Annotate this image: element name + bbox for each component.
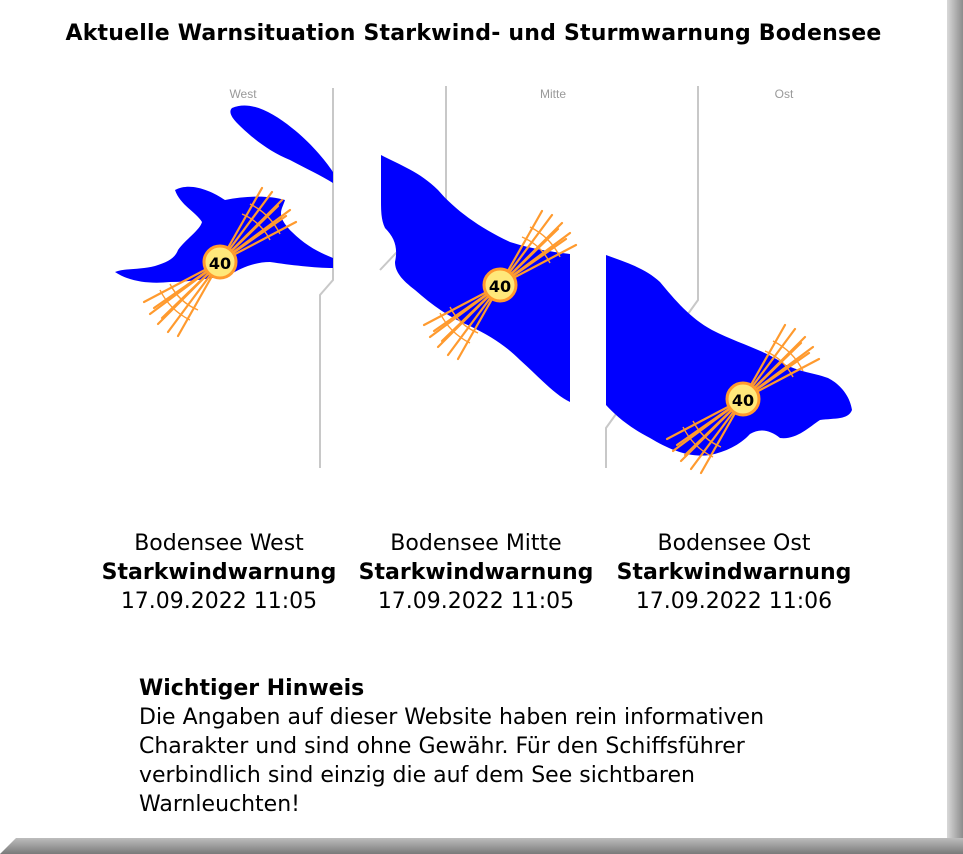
frame-shadow-right [947, 0, 963, 854]
region-timestamp: 17.09.2022 11:06 [635, 589, 833, 614]
region-name: Bodensee West [134, 531, 304, 556]
lake-mitte [381, 155, 570, 402]
badge-mitte-value: 40 [488, 277, 512, 296]
map-label-ost: Ost [774, 87, 794, 101]
region-mitte [326, 529, 626, 616]
region-status: Starkwindwarnung [616, 560, 852, 585]
frame-shadow-bottom [0, 838, 963, 854]
region-status: Starkwindwarnung [358, 560, 594, 585]
map-label-west: West [229, 87, 257, 101]
notice-text: Die Angaben auf dieser Website haben rein informativen Charakter und sind ohne Gewähr. Für den Schiffsführer verbindlich sind einzig die auf dem See sichtbaren Warnleuchten! [139, 705, 765, 817]
wind-badge-mitte [484, 269, 516, 301]
wind-badge-west [204, 246, 236, 278]
region-timestamp: 17.09.2022 11:05 [377, 589, 575, 614]
map-label-mitte: Mitte [539, 87, 567, 101]
region-timestamp: 17.09.2022 11:05 [120, 589, 318, 614]
badge-ost-value: 40 [731, 391, 755, 410]
notice-title: Wichtiger Hinweis [139, 676, 365, 701]
badge-west-value: 40 [208, 254, 232, 273]
region-ost [584, 529, 884, 616]
region-west [69, 529, 369, 616]
page-title: Aktuelle Warnsituation Starkwind- und Sturmwarnung Bodensee [65, 21, 882, 46]
important-notice [139, 674, 839, 819]
region-status: Starkwindwarnung [101, 560, 337, 585]
wind-badge-ost [727, 383, 759, 415]
region-name: Bodensee Ost [657, 531, 811, 556]
region-name: Bodensee Mitte [390, 531, 562, 556]
